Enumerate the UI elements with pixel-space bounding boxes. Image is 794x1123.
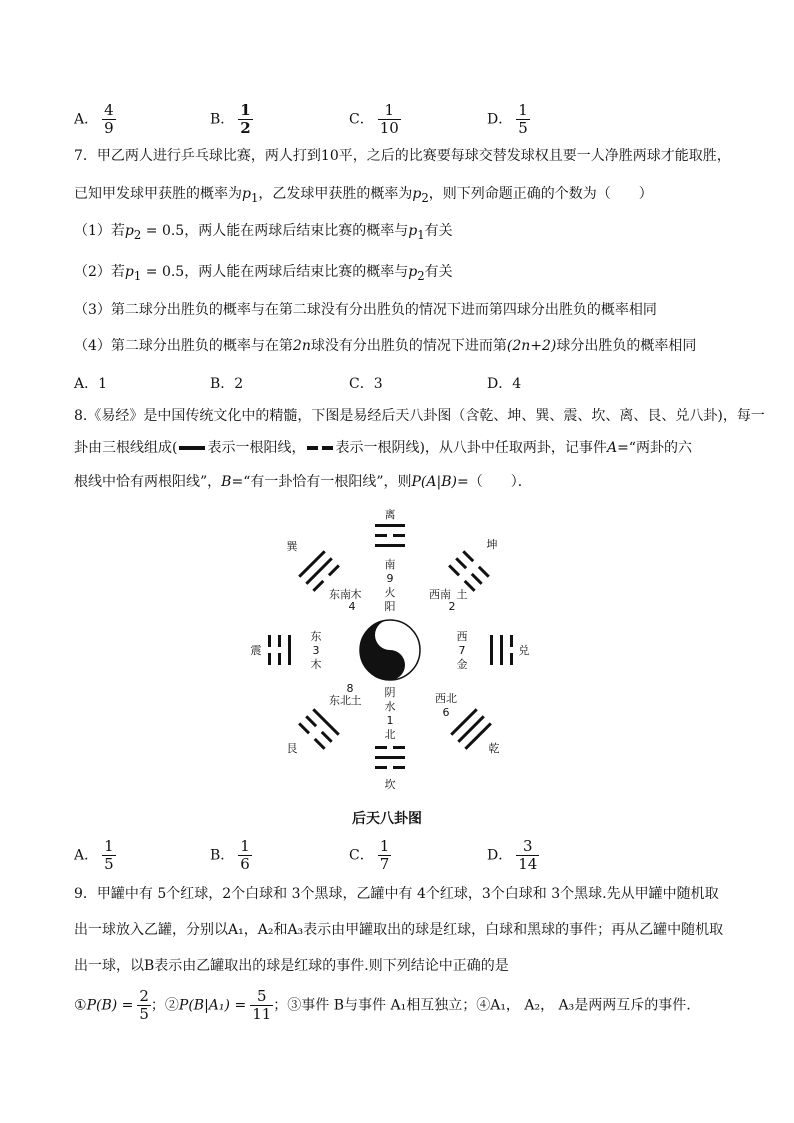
fraction (137, 988, 151, 1023)
q7-option-a: A．1 (74, 376, 108, 392)
text: 卦由三根线组成( (74, 440, 178, 456)
fraction (250, 988, 273, 1023)
subscript: 1 (250, 190, 259, 205)
denominator: 5 (139, 1005, 149, 1023)
label-li: 离 (384, 508, 396, 521)
numerator: 2 (139, 987, 149, 1005)
subscript: 2 (417, 268, 425, 283)
q6-option-a (74, 102, 116, 137)
denominator: 7 (379, 855, 390, 873)
num-west: 7 (458, 644, 466, 657)
numerator: 1 (379, 837, 390, 855)
text: 表示一根阳线， (207, 440, 306, 456)
dir-northwest: 西北 (435, 692, 457, 705)
option-label: C． (349, 111, 374, 128)
label-kun: 坤 (486, 538, 498, 551)
yin-line-symbol (307, 446, 333, 450)
math-expr: (2n+2) (506, 338, 557, 354)
text: 表示一根阴线)，从八卦中任取两卦，记事件 (335, 440, 607, 456)
numerator: 5 (250, 988, 273, 1006)
numerator: 1 (240, 101, 251, 119)
text: 有关 (424, 223, 453, 239)
math-p: p (412, 186, 422, 202)
el-southeast: 木 (350, 588, 362, 601)
q8-line-2 (74, 438, 692, 458)
dir-northeast: 东北 (329, 694, 351, 707)
q8-option-c (349, 838, 391, 873)
numerator: 4 (104, 101, 114, 119)
q7-line-1: 7．甲乙两人进行乒乓球比赛，两人打到10平，之后的比赛要每球交替发球权且要一人净胜两球才能取胜， (74, 148, 731, 164)
label-qian: 乾 (488, 742, 500, 755)
fraction (378, 838, 392, 873)
fraction (102, 838, 116, 873)
math-p: p (124, 223, 134, 239)
dir-west: 西 (456, 630, 468, 643)
text: ，乙发球甲获胜的概率为 (258, 186, 413, 202)
q8-line-3 (74, 472, 532, 492)
circle-1: ① (74, 997, 87, 1014)
q6-option-b (210, 102, 253, 137)
q9-line-1: 9．甲罐中有 5个红球，2个白球和 3个黑球，乙罐中有 4个红球，3个白球和 3个黑球.先从甲罐中随机取 (74, 886, 719, 902)
math-eq: = 0.5 (141, 264, 185, 280)
subscript: 1 (133, 268, 142, 283)
q9-conclusions (74, 988, 691, 1023)
denominator: 5 (104, 855, 114, 873)
dir-southeast: 东南 (329, 588, 351, 601)
q6-option-d (487, 102, 530, 137)
num-south: 9 (386, 572, 394, 585)
q6-option-c (349, 102, 401, 137)
label-gen: 艮 (286, 742, 298, 755)
event-b: B (221, 474, 232, 490)
q7-option-d: D．4 (487, 376, 522, 392)
denominator: 9 (104, 119, 114, 137)
label-xun: 巽 (286, 540, 298, 553)
text: ，两人能在两球后结束比赛的概率与 (184, 264, 409, 280)
q9-line-2: 出一球放入乙罐，分别以A₁，A₂和A₃表示由甲罐取出的球是红球，白球和黑球的事件；再从乙罐中随机取 (74, 922, 724, 938)
option-label: C． (349, 847, 374, 864)
denominator: 14 (518, 855, 538, 873)
math-eq: = 0.5 (141, 223, 185, 239)
denominator: 2 (240, 119, 251, 137)
numerator: 3 (516, 838, 539, 856)
text: 球没有分出胜负的情况下进而第 (310, 338, 507, 354)
text: =“两卦的六 (617, 440, 692, 456)
math-p: p (124, 264, 134, 280)
subscript: 1 (417, 227, 425, 242)
q7-option-b: B．2 (210, 376, 244, 392)
taiji-symbol (360, 620, 420, 680)
option-label: D． (487, 111, 513, 128)
text: =（ ）． (456, 474, 532, 490)
el-west: 金 (456, 658, 468, 671)
label-kan: 坎 (384, 778, 396, 791)
event-a: A (606, 440, 618, 456)
text: （2）若 (74, 264, 125, 280)
el-southwest: 土 (456, 588, 468, 601)
numerator: 1 (240, 837, 250, 855)
el2-south: 阳 (384, 600, 396, 613)
num-north: 1 (386, 714, 394, 727)
numerator: 1 (378, 102, 401, 120)
option-label: D． (487, 847, 513, 864)
text: 有关 (424, 264, 453, 280)
subscript: 2 (133, 227, 142, 242)
text: 已知甲发球甲获胜的概率为 (74, 186, 242, 202)
option-label: B． (210, 111, 235, 128)
text: 球分出胜负的概率相同 (556, 338, 697, 354)
dir-north: 北 (384, 728, 396, 741)
subscript: 2 (421, 190, 429, 205)
math-2n: 2n (292, 338, 311, 354)
denominator: 11 (252, 1005, 272, 1023)
fraction (102, 102, 116, 137)
trigram-li (375, 524, 405, 547)
fraction (378, 102, 401, 137)
option-label: A． (74, 847, 99, 864)
q8-line-1: 8.《易经》是中国传统文化中的精髓，下图是易经后天八卦图（含乾、坤、巽、震、坎、离、艮、兑八卦)，每一 (74, 408, 765, 424)
dir-southwest: 西南 (429, 588, 451, 601)
num-southwest: 2 (448, 600, 456, 613)
q7-line-2 (74, 184, 653, 208)
trigram-zhen (268, 635, 291, 665)
math-p: p (408, 223, 418, 239)
text: ，则下列命题正确的个数为（ ） (428, 186, 653, 202)
bagua-diagram (240, 500, 540, 800)
el-south: 火 (384, 586, 396, 599)
option-label: A． (74, 111, 99, 128)
text: =“有一卦恰有一根阳线”，则 (231, 474, 412, 490)
text: ，两人能在两球后结束比赛的概率与 (184, 223, 409, 239)
num-east: 3 (312, 644, 320, 657)
trigram-gen (298, 708, 340, 750)
fraction (238, 102, 252, 137)
diagram-caption: 后天八卦图 (352, 811, 422, 827)
q7-statement-3: （3）第二球分出胜负的概率与在第二球没有分出胜负的情况下进而第四球分出胜负的概率相同 (74, 302, 657, 318)
q8-option-a (74, 838, 116, 873)
text: ；③事件 B与事件 A₁相互独立；④ (273, 997, 491, 1014)
trigram-kan (375, 746, 405, 769)
numerator: 1 (518, 101, 528, 119)
q8-option-b (210, 838, 252, 873)
q8-option-d (487, 838, 539, 873)
q7-statement-4 (74, 336, 696, 356)
el-east: 木 (310, 658, 322, 671)
math-expr: P(B|A₁) = (178, 997, 247, 1014)
math-p: p (242, 186, 251, 202)
label-zhen: 震 (250, 644, 262, 657)
trigram-qian (450, 708, 492, 750)
el-north: 水 (384, 700, 396, 713)
q7-option-c: C．3 (349, 376, 383, 392)
q9-line-3: 出一球，以B表示由乙罐取出的球是红球的事件.则下列结论中正确的是 (74, 958, 509, 974)
numerator: 1 (104, 837, 114, 855)
text: A₁， A₂， A₃是两两互斥的事件. (490, 997, 691, 1014)
q7-statement-2 (74, 262, 453, 286)
math-expr: P(B) = (86, 997, 134, 1014)
q7-statement-1 (74, 221, 453, 245)
label-dui: 兑 (518, 644, 530, 657)
denominator: 10 (379, 119, 399, 137)
dir-south: 南 (384, 558, 396, 571)
conditional-probability: P(A|B) (411, 474, 457, 490)
el2-north: 阴 (384, 686, 396, 699)
circle-2: ；② (150, 997, 179, 1014)
trigram-xun (298, 550, 340, 592)
el-northeast: 土 (350, 694, 362, 707)
num-northeast: 8 (346, 682, 354, 695)
denominator: 5 (518, 119, 528, 137)
trigram-kun (448, 550, 490, 592)
text: （1）若 (74, 223, 125, 239)
option-label: B． (210, 847, 235, 864)
text: 根线中恰有两根阳线”， (74, 474, 222, 490)
fraction (238, 838, 252, 873)
trigram-dui (490, 635, 513, 665)
denominator: 6 (240, 855, 250, 873)
fraction (516, 838, 539, 873)
num-northwest: 6 (442, 706, 450, 719)
num-southeast: 4 (348, 600, 356, 613)
yang-line-symbol (179, 446, 205, 450)
fraction (516, 102, 530, 137)
math-p: p (408, 264, 418, 280)
text: （4）第二球分出胜负的概率与在第 (74, 338, 293, 354)
dir-east: 东 (310, 630, 322, 643)
